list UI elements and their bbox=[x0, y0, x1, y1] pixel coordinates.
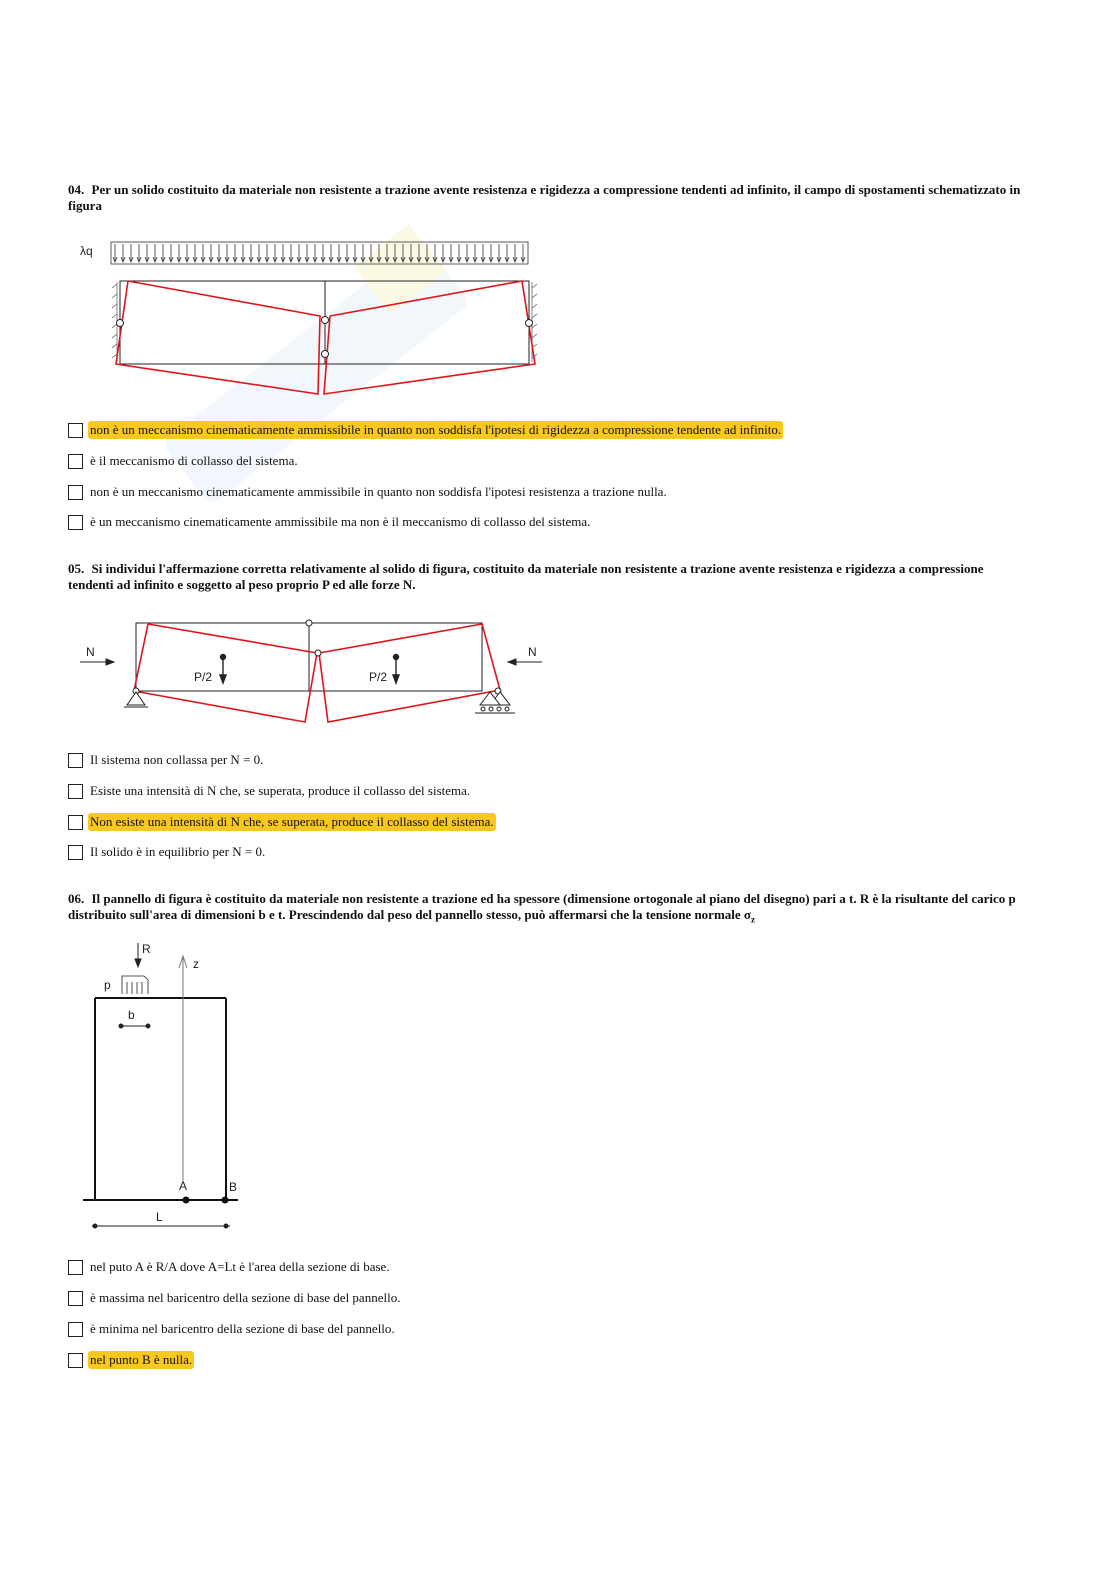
length-label: L bbox=[156, 1210, 163, 1224]
point-b-label: B bbox=[229, 1180, 238, 1194]
q06-option-3[interactable] bbox=[68, 1319, 397, 1339]
q04-option-2[interactable] bbox=[68, 451, 300, 471]
figure-q05-beam-mechanism bbox=[70, 610, 550, 730]
checkbox[interactable] bbox=[68, 1353, 83, 1368]
checkbox[interactable] bbox=[68, 515, 83, 530]
q05-option-1[interactable] bbox=[68, 750, 265, 770]
q04-option-4[interactable] bbox=[68, 512, 592, 532]
weight-label-right: P/2 bbox=[369, 670, 388, 684]
force-arrow-left bbox=[80, 659, 114, 665]
z-axis-label: z bbox=[193, 957, 199, 971]
checkbox[interactable] bbox=[68, 815, 83, 830]
option-text: non è un meccanismo cinematicamente ammissibile in quanto non soddisfa l'ipotesi resistenza a trazione nulla. bbox=[90, 484, 667, 499]
q04-option-3[interactable] bbox=[68, 482, 669, 502]
mechanism-lines bbox=[134, 624, 500, 722]
checkbox[interactable] bbox=[68, 1291, 83, 1306]
checkbox[interactable] bbox=[68, 454, 83, 469]
option-text: è massima nel baricentro della sezione di base del pannello. bbox=[90, 1290, 401, 1305]
pin-support-left bbox=[124, 692, 148, 707]
option-text: è il meccanismo di collasso del sistema. bbox=[90, 453, 298, 468]
width-dimension bbox=[119, 1024, 150, 1028]
question-05 bbox=[68, 561, 1028, 592]
width-label: b bbox=[128, 1008, 135, 1022]
z-axis bbox=[179, 956, 187, 1183]
q06-option-1[interactable] bbox=[68, 1257, 392, 1277]
point-a-label: A bbox=[179, 1179, 188, 1193]
force-arrow-right bbox=[508, 659, 542, 665]
weight-arrow-left bbox=[220, 655, 226, 684]
question-06 bbox=[68, 891, 1028, 928]
figure-q06-panel bbox=[78, 938, 258, 1238]
distributed-load-block bbox=[122, 976, 148, 994]
question-subscript: z bbox=[751, 914, 755, 925]
option-text: Il solido è in equilibrio per N = 0. bbox=[90, 844, 266, 859]
checkbox[interactable] bbox=[68, 1322, 83, 1337]
option-text: nel punto B è nulla. bbox=[90, 1352, 193, 1367]
q05-option-4[interactable] bbox=[68, 842, 267, 862]
weight-label-left: P/2 bbox=[194, 670, 213, 684]
checkbox[interactable] bbox=[68, 784, 83, 799]
q06-option-4[interactable] bbox=[68, 1350, 194, 1370]
option-text: è un meccanismo cinematicamente ammissibile ma non è il meccanismo di collasso del sistema. bbox=[90, 514, 591, 529]
weight-arrow-right bbox=[393, 655, 399, 684]
point-a-marker bbox=[183, 1197, 190, 1204]
option-text: non è un meccanismo cinematicamente ammissibile in quanto non soddisfa l'ipotesi di rigidezza a compressione tendente ad infinito. bbox=[90, 422, 782, 437]
load-label: p bbox=[104, 978, 111, 992]
q06-option-2[interactable] bbox=[68, 1288, 402, 1308]
question-text: Per un solido costituito da materiale non resistente a trazione avente resistenza e rigidezza a compressione tendenti ad infinito, il campo di spostamenti schematizzato in figura bbox=[68, 182, 1021, 213]
roller-support-right bbox=[475, 692, 515, 713]
length-dimension bbox=[92, 1224, 230, 1228]
load-label: λq bbox=[80, 244, 93, 258]
question-04 bbox=[68, 182, 1028, 213]
question-text: Il pannello di figura è costituito da materiale non resistente a trazione ed ha spessore (dimensione ortogonale al piano del disegno) pari a t. R è la risultante del carico p distribuito sull'area di dimensioni b e t. Prescindendo dal peso del pannello stesso, può affermarsi che la tensione normale σ bbox=[68, 891, 1016, 922]
distributed-load bbox=[111, 242, 528, 264]
option-text: è minima nel baricentro della sezione di base del pannello. bbox=[90, 1321, 395, 1336]
q05-option-3[interactable] bbox=[68, 812, 496, 832]
resultant-arrow bbox=[135, 943, 141, 967]
option-text: Esiste una intensità di N che, se superata, produce il collasso del sistema. bbox=[90, 783, 471, 798]
question-number: 05. bbox=[68, 561, 85, 576]
point-b-marker bbox=[222, 1197, 229, 1204]
question-number: 06. bbox=[68, 891, 85, 906]
panel-outline bbox=[95, 998, 226, 1200]
checkbox[interactable] bbox=[68, 1260, 83, 1275]
force-label-left: N bbox=[86, 645, 95, 659]
force-label-right: N bbox=[528, 645, 537, 659]
resultant-label: R bbox=[142, 942, 151, 956]
checkbox[interactable] bbox=[68, 845, 83, 860]
option-text: nel puto A è R/A dove A=Lt è l'area della sezione di base. bbox=[90, 1259, 390, 1274]
option-text: Non esiste una intensità di N che, se superata, produce il collasso del sistema. bbox=[90, 814, 494, 829]
option-text: Il sistema non collassa per N = 0. bbox=[90, 752, 264, 767]
q05-option-2[interactable] bbox=[68, 781, 472, 801]
checkbox[interactable] bbox=[68, 485, 83, 500]
q04-option-1[interactable] bbox=[68, 420, 783, 440]
figure-q04-beam-mechanism bbox=[70, 232, 550, 402]
question-text: Si individui l'affermazione corretta relativamente al solido di figura, costituito da materiale non resistente a trazione avente resistenza e rigidezza a compressione tendenti ad infinito e soggetto al peso proprio P ed alle forze N. bbox=[68, 561, 984, 592]
question-number: 04. bbox=[68, 182, 85, 197]
checkbox[interactable] bbox=[68, 753, 83, 768]
checkbox[interactable] bbox=[68, 423, 83, 438]
